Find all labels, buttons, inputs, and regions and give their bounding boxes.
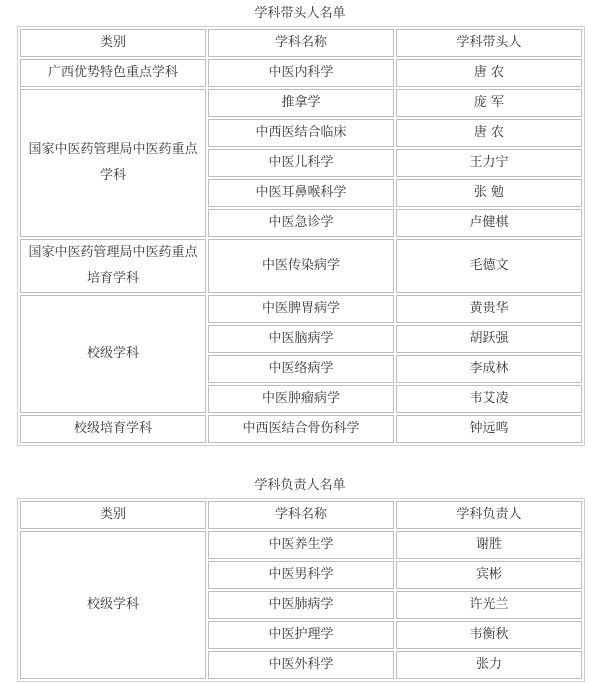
table2-caption: 学科负责人名单 (254, 478, 346, 493)
subject-cell: 中医脾胃病学 (208, 295, 394, 323)
leader-cell: 胡跃强 (396, 325, 582, 353)
category-cell: 校级学科 (20, 531, 206, 679)
leader-cell: 毛德文 (396, 239, 582, 293)
header-row (20, 501, 582, 529)
column-header: 类别 (20, 501, 206, 529)
table-row (20, 239, 582, 293)
subject-cell: 中医内科学 (208, 59, 394, 87)
category-cell: 广西优势特色重点学科 (20, 59, 206, 87)
table-row (20, 531, 582, 559)
table-row (20, 415, 582, 443)
subject-cell: 中医儿科学 (208, 149, 394, 177)
leader-cell: 黄贵华 (396, 295, 582, 323)
leader-cell: 李成林 (396, 355, 582, 383)
leader-cell: 钟远鸣 (396, 415, 582, 443)
leader-cell: 许光兰 (396, 591, 582, 619)
column-header: 学科负责人 (396, 501, 582, 529)
column-header: 学科带头人 (396, 29, 582, 57)
leader-cell: 韦衡秋 (396, 621, 582, 649)
subject-cell: 中医急诊学 (208, 209, 394, 237)
leader-cell: 王力宁 (396, 149, 582, 177)
category-cell: 国家中医药管理局中医药重点培育学科 (20, 239, 206, 293)
subject-cell: 中医传染病学 (208, 239, 394, 293)
leader-cell: 庞 军 (396, 89, 582, 117)
leader-cell: 唐 农 (396, 59, 582, 87)
subject-cell: 中医耳鼻喉科学 (208, 179, 394, 207)
leader-cell: 谢胜 (396, 531, 582, 559)
category-cell: 校级学科 (20, 295, 206, 413)
subject-cell: 中医脑病学 (208, 325, 394, 353)
subject-cell: 中医外科学 (208, 651, 394, 679)
subject-cell: 中医络病学 (208, 355, 394, 383)
leader-cell: 宾彬 (396, 561, 582, 589)
category-cell: 校级培育学科 (20, 415, 206, 443)
subject-cell: 中西医结合骨伤科学 (208, 415, 394, 443)
subject-cell: 中西医结合临床 (208, 119, 394, 147)
subject-cell: 中医男科学 (208, 561, 394, 589)
table1-caption: 学科带头人名单 (254, 6, 346, 21)
category-cell: 国家中医药管理局中医药重点学科 (20, 89, 206, 237)
subject-cell: 中医养生学 (208, 531, 394, 559)
table-row (20, 295, 582, 323)
table-row (20, 59, 582, 87)
leader-cell: 张力 (396, 651, 582, 679)
table-row (20, 89, 582, 117)
leader-cell: 韦艾凌 (396, 385, 582, 413)
leader-cell: 唐 农 (396, 119, 582, 147)
leader-cell: 张 勉 (396, 179, 582, 207)
discipline-leaders-table (17, 26, 585, 446)
column-header: 学科名称 (208, 29, 394, 57)
column-header: 类别 (20, 29, 206, 57)
subject-cell: 中医护理学 (208, 621, 394, 649)
subject-cell: 中医肿瘤病学 (208, 385, 394, 413)
header-row (20, 29, 582, 57)
column-header: 学科名称 (208, 501, 394, 529)
subject-cell: 中医肺病学 (208, 591, 394, 619)
discipline-heads-table (17, 498, 585, 682)
subject-cell: 推拿学 (208, 89, 394, 117)
leader-cell: 卢健棋 (396, 209, 582, 237)
